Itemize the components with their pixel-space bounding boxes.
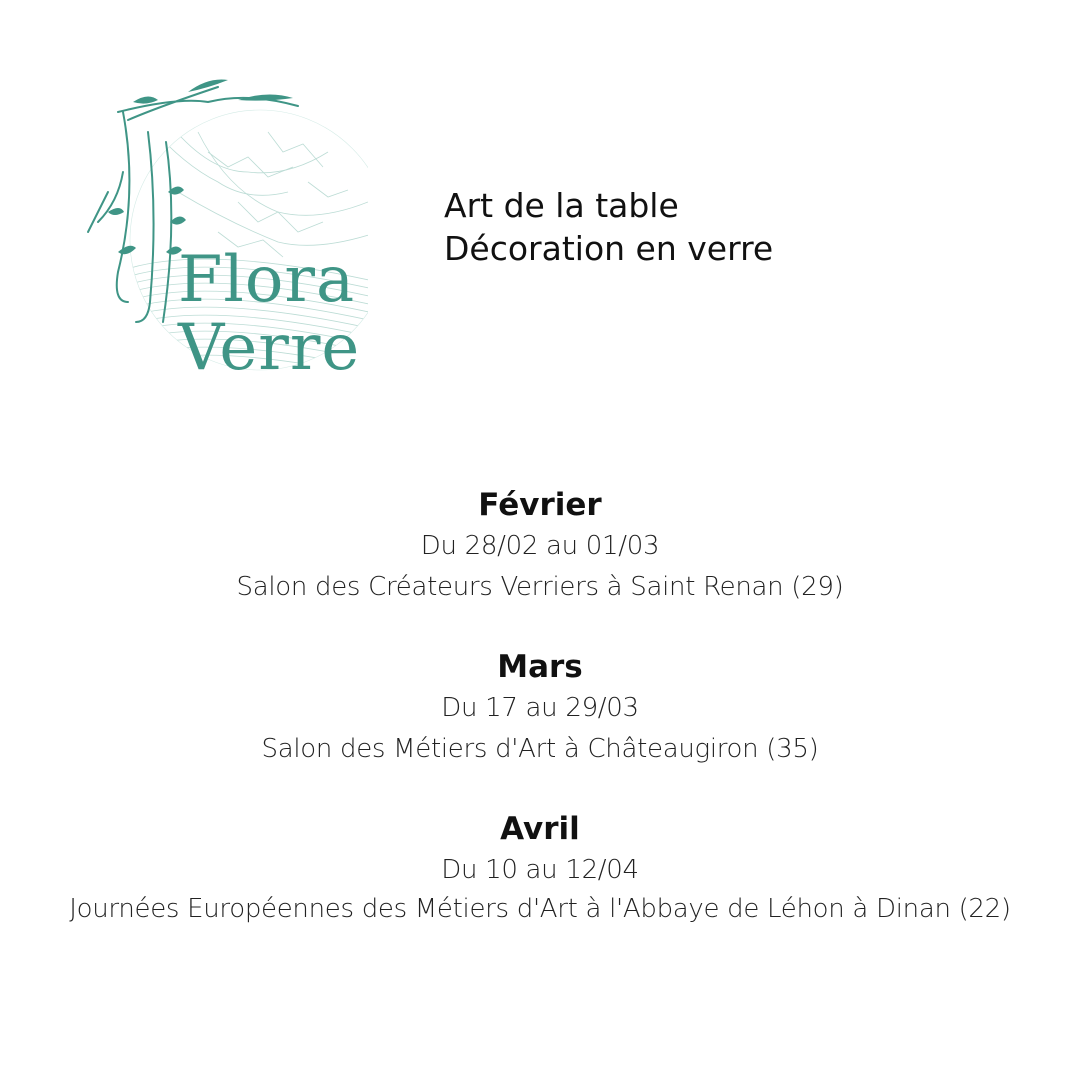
event-month: Avril xyxy=(500,811,580,847)
event-item xyxy=(0,808,1080,927)
tagline xyxy=(444,184,773,270)
event-dates: Du 28/02 au 01/03 xyxy=(420,531,660,561)
tagline-line-2: Décoration en verre xyxy=(444,229,774,268)
event-description: Salon des Créateurs Verriers à Saint Renan (29) xyxy=(236,572,844,602)
event-dates: Du 10 au 12/04 xyxy=(441,855,639,885)
events-list xyxy=(0,484,1080,965)
logo-word-verre: Verre xyxy=(178,311,361,385)
logo-word-flora: Flora xyxy=(178,243,356,317)
event-dates: Du 17 au 29/03 xyxy=(441,693,639,723)
event-item xyxy=(0,484,1080,608)
event-description: Journées Européennes des Métiers d'Art à l'Abbaye de Léhon à Dinan (22) xyxy=(69,894,1011,924)
event-month: Février xyxy=(478,487,602,523)
event-month: Mars xyxy=(497,649,583,685)
tagline-line-1: Art de la table xyxy=(444,186,679,225)
event-item xyxy=(0,646,1080,770)
event-description: Salon des Métiers d'Art à Châteaugiron (35) xyxy=(261,734,819,764)
brand-logo xyxy=(78,72,368,385)
